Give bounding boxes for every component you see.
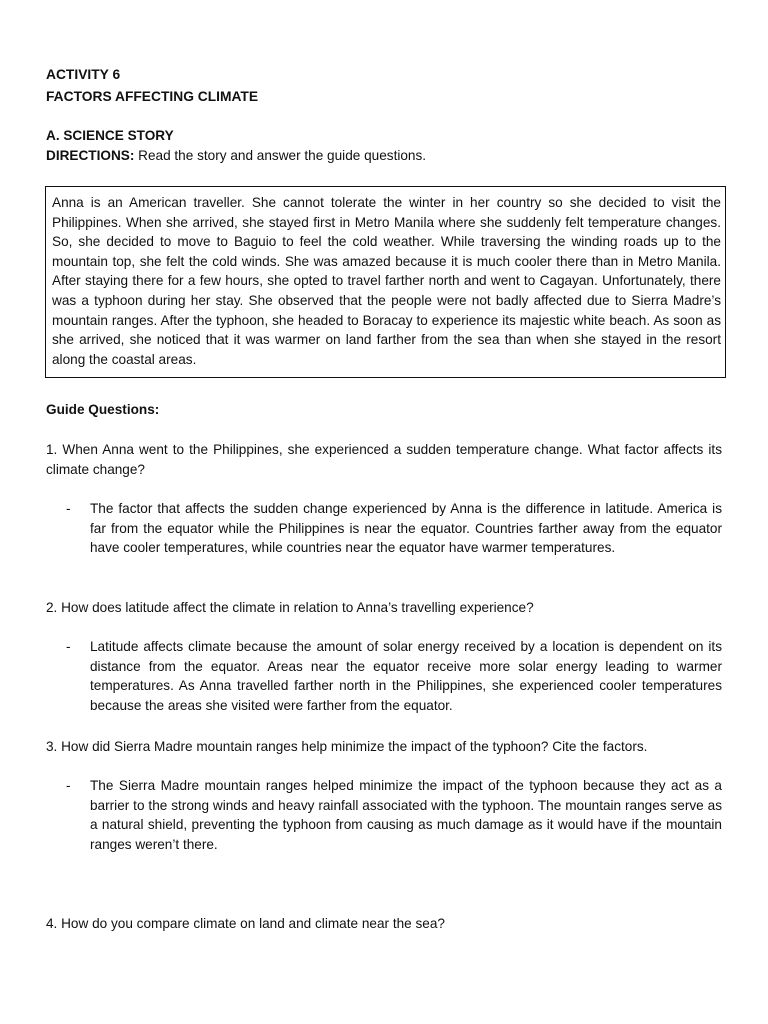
directions bbox=[46, 146, 426, 166]
answer-2: Latitude affects climate because the amount of solar energy received by a location is dependent on its distance from the equator. Areas near the equator receive more solar energy leading to warmer temperatures. As Anna travelled farther north in the Philippines, she experienced cooler temperatures because the areas she visited were farther from the equator. bbox=[90, 639, 722, 713]
section-header bbox=[46, 126, 426, 165]
activity-number: ACTIVITY 6 bbox=[46, 67, 121, 82]
answer-2-dash: - bbox=[66, 639, 71, 654]
question-1: 1. When Anna went to the Philippines, she experienced a sudden temperature change. What factor affects its climate change? bbox=[46, 442, 722, 477]
question-3: 3. How did Sierra Madre mountain ranges help minimize the impact of the typhoon? Cite the factors. bbox=[46, 739, 648, 754]
story-text: Anna is an American traveller. She cannot tolerate the winter in her country so she decided to visit the Philippines. When she arrived, she stayed first in Metro Manila where she suddenly felt temperature changes. So, she decided to move to Baguio to feel the cold weather. While traversing the winding roads up to the mountain top, she felt the cold winds. She was amazed because it is much cooler there than in Metro Manila. After staying there for a few hours, she opted to travel farther north and went to Cagayan. Unfortunately, there was a typhoon during her stay. She observed that the people were not badly affected due to Sierra Madre’s mountain ranges. After the typhoon, she headed to Boracay to experience its majestic white beach. As soon as she arrived, she noticed that it was warmer on land farther from the sea than when she stayed in the resort along the coastal areas. bbox=[52, 195, 721, 367]
question-4: 4. How do you compare climate on land and climate near the sea? bbox=[46, 916, 445, 931]
story-box bbox=[45, 186, 726, 378]
section-label: A. SCIENCE STORY bbox=[46, 128, 174, 143]
document-heading bbox=[46, 64, 258, 108]
answer-1: The factor that affects the sudden change experienced by Anna is the difference in latitude. America is far from the equator while the Philippines is near the equator. Countries farther away from the equator have cooler temperatures, while countries near the equator have warmer temperatures. bbox=[90, 501, 722, 556]
answer-1-dash: - bbox=[66, 501, 71, 516]
answer-3: The Sierra Madre mountain ranges helped minimize the impact of the typhoon because they act as a barrier to the strong winds and heavy rainfall associated with the typhoon. The mountain ranges serve as a natural shield, preventing the typhoon from causing as much damage as it would have if the mountain ranges weren’t there. bbox=[90, 778, 722, 852]
answer-3-dash: - bbox=[66, 778, 71, 793]
directions-label: DIRECTIONS: bbox=[46, 147, 135, 163]
activity-title: FACTORS AFFECTING CLIMATE bbox=[46, 89, 259, 104]
directions-text: Read the story and answer the guide questions. bbox=[134, 147, 427, 163]
question-2: 2. How does latitude affect the climate in relation to Anna’s travelling experience? bbox=[46, 600, 534, 615]
guide-questions-label: Guide Questions: bbox=[46, 402, 160, 417]
